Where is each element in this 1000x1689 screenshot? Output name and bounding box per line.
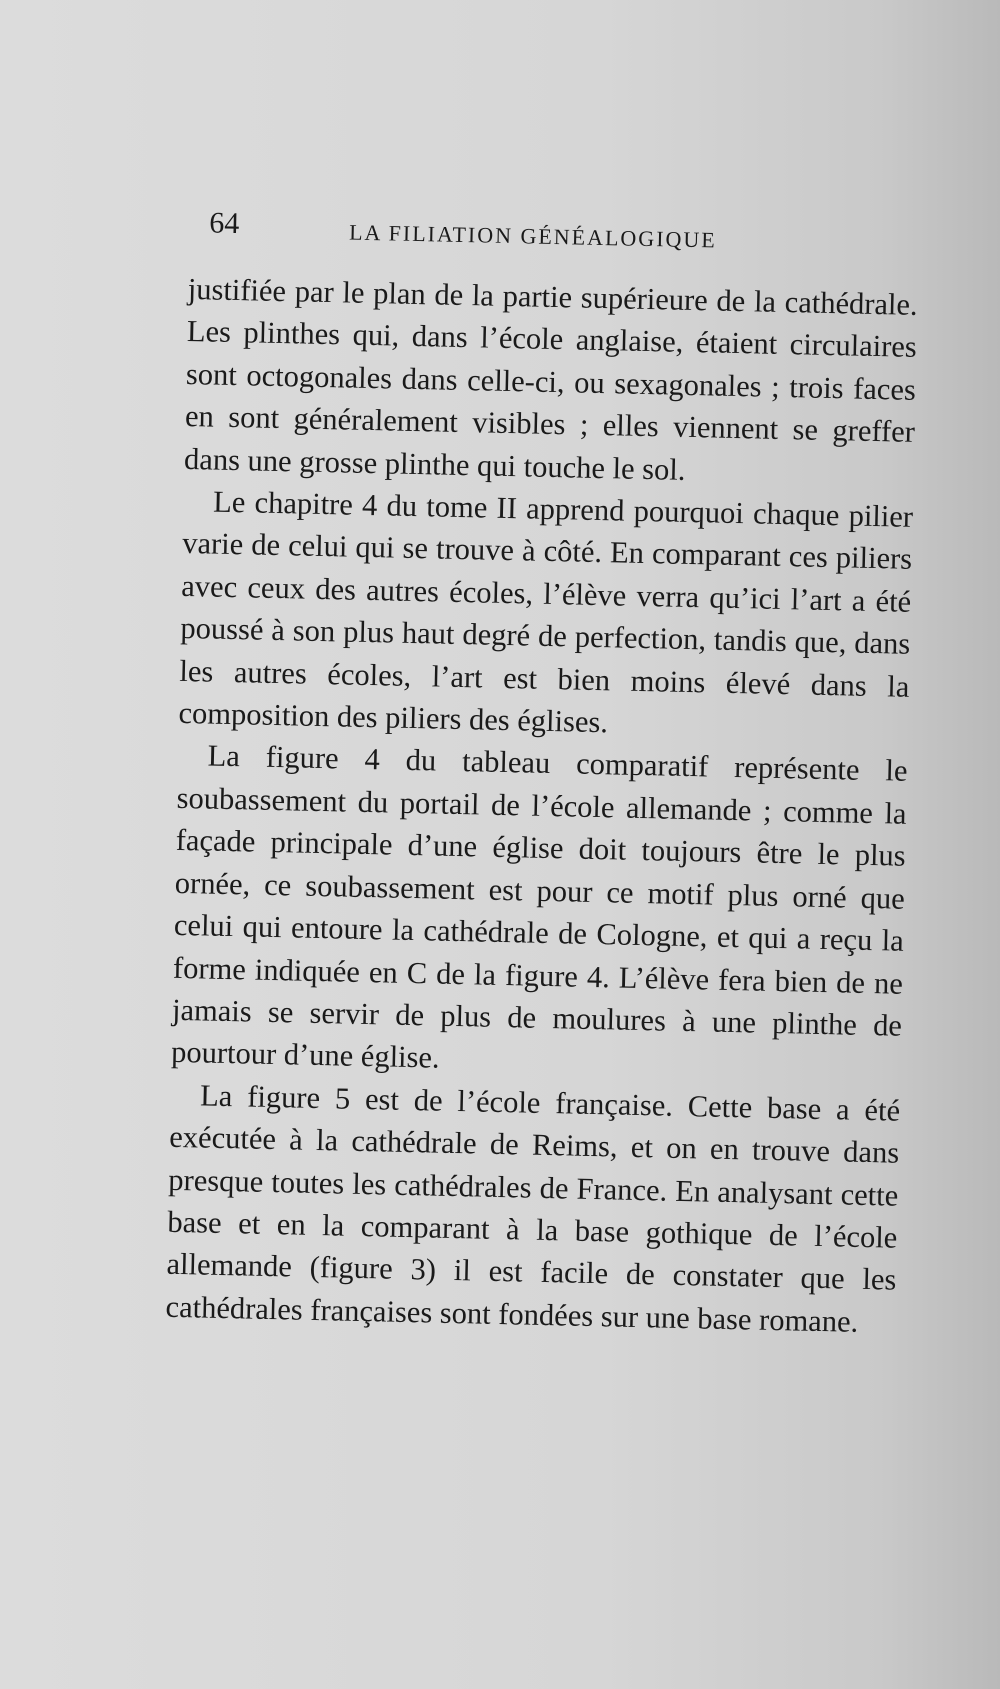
page-number: 64 bbox=[208, 206, 240, 241]
running-head bbox=[189, 190, 920, 270]
page-text-block bbox=[165, 190, 920, 1344]
paragraph: La figure 4 du tableau comparatif représente le soubassement du portail de l’école allemande ; comme la façade principale d’une église doit toujours être le plus ornée, ce soubassement est pour ce motif plus orné que celui qui entoure la cathédrale de Cologne, et qui a reçu la forme indiquée en C de la figure 4. L’élève fera bien de ne jamais se servir de plus de moulures à une plinthe de pourtour d’une église. bbox=[170, 738, 908, 1075]
paragraph: La figure 5 est de l’école française. Cette base a été exécutée à la cathédrale de Reims, et on en trouve dans presque toutes les cathédrales de France. En analysant cette base et en la comparant à la base gothique de l’école allemande (figure 3) il est facile de constater que les cathédrales françaises sont fondées sur une base romane. bbox=[165, 1078, 901, 1339]
paragraph: justifiée par le plan de la partie supérieure de la cathédrale. Les plinthes qui, dans l’école anglaise, étaient circulaires sont octogonales dans celle-ci, ou sexagonales ; trois faces en sont généralement visibles ; elles viennent se greffer dans une grosse plinthe qui touche le sol. bbox=[183, 271, 919, 487]
paragraph: Le chapitre 4 du tome II apprend pourquoi chaque pilier varie de celui qui se trouve à côté. En comparant ces piliers avec ceux des autres écoles, l’élève verra qu’ici l’art a été poussé à son plus haut degré de perfection, tandis que, dans les autres écoles, l’art est bien moins élevé dans la composition des piliers des églises. bbox=[178, 484, 914, 740]
running-title: LA FILIATION GÉNÉALOGIQUE bbox=[348, 219, 718, 253]
body-text bbox=[165, 268, 918, 1344]
